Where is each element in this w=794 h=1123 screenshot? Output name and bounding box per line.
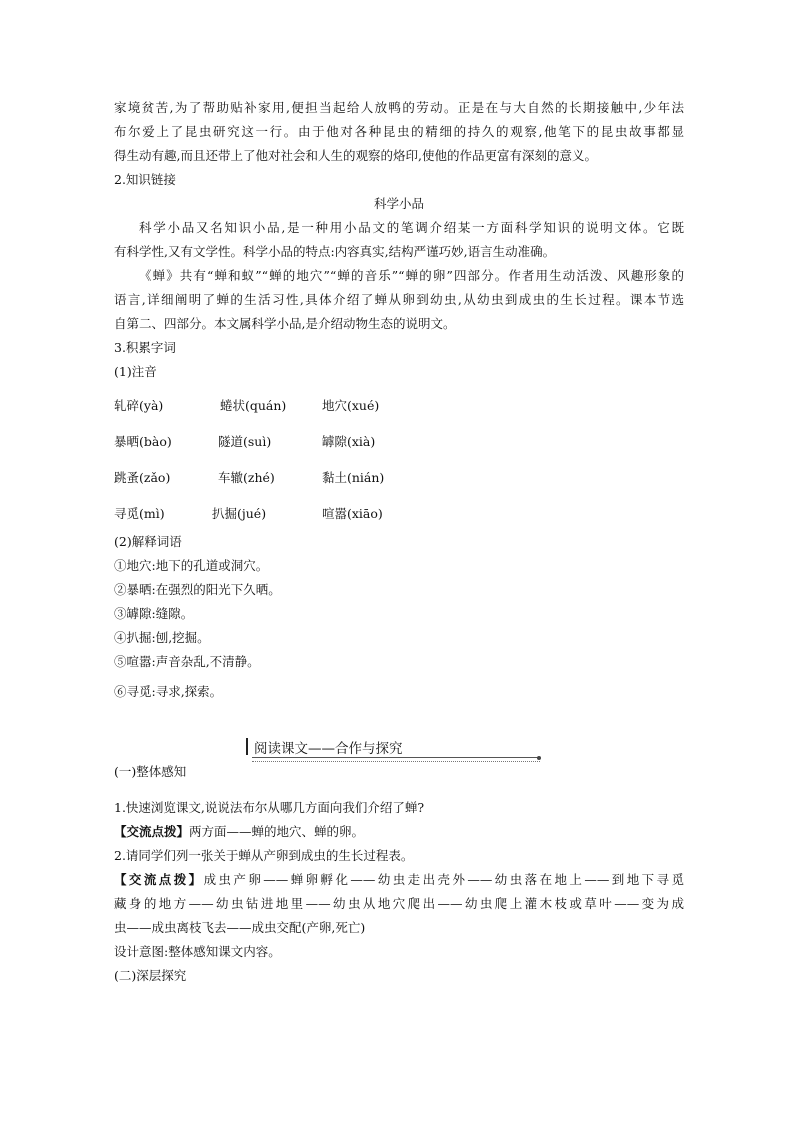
definition-item: ④扒掘:刨,挖掘。 xyxy=(114,630,210,645)
answer-2-line-2: 藏身的地方——幼虫钻进地里——幼虫从地穴爬出——幼虫爬上灌木枝或草叶——变为成 xyxy=(114,896,684,911)
intro-line-3: 得生动有趣,而且还带上了他对社会和人生的观察的烙印,使他的作品更富有深刻的意义。 xyxy=(114,148,597,163)
answer-2-line-1 xyxy=(114,872,684,888)
answer-label: 【交流点拨】 xyxy=(114,824,190,839)
pinyin-word: 寻觅(mì) xyxy=(114,506,165,521)
reading-part1-heading: (一)整体感知 xyxy=(114,764,187,779)
banner-underline xyxy=(252,757,540,762)
definition-item: ②暴晒:在强烈的阳光下久晒。 xyxy=(114,582,281,597)
knowledge-heading: 2.知识链接 xyxy=(114,172,176,187)
pinyin-word: 罅隙(xià) xyxy=(322,434,376,449)
definition-item: ⑥寻觅:寻求,探索。 xyxy=(114,684,223,699)
vocab-heading: 3.积累字词 xyxy=(114,340,176,355)
pinyin-word: 蜷状(quán) xyxy=(220,398,287,413)
definition-item: ⑤喧嚣:声音杂乱,不清静。 xyxy=(114,654,260,669)
pinyin-word: 地穴(xué) xyxy=(322,398,380,413)
knowledge-p2-line-1: 《蝉》共有“蝉和蚁”“蝉的地穴”“蝉的音乐”“蝉的卵”四部分。作者用生动活泼、风趣形象的 xyxy=(139,268,684,283)
pinyin-word: 跳蚤(zǎo) xyxy=(114,470,171,485)
pinyin-word: 喧嚣(xiāo) xyxy=(322,506,383,521)
pinyin-word: 暴晒(bào) xyxy=(114,434,172,449)
answer-1 xyxy=(114,824,364,840)
answer-2-line-3: 虫——成虫离枝飞去——成虫交配(产卵,死亡) xyxy=(114,920,366,935)
definition-item: ③罅隙:缝隙。 xyxy=(114,606,194,621)
question-2: 2.请同学们列一张关于蝉从产卵到成虫的生长过程表。 xyxy=(114,848,414,863)
definition-item: ①地穴:地下的孔道或洞穴。 xyxy=(114,558,269,573)
section-banner-title: 阅读课文——合作与探究 xyxy=(254,741,403,757)
vocab-pinyin-subheading: (1)注音 xyxy=(114,364,157,379)
knowledge-p2-line-2: 语言,详细阐明了蝉的生活习性,具体介绍了蝉从卵到幼虫,从幼虫到成虫的生长过程。课本节选 xyxy=(114,292,684,307)
pinyin-word: 隧道(suì) xyxy=(218,434,272,449)
answer-label: 【交流点拨】 xyxy=(114,872,204,887)
question-1: 1.快速浏览课文,说说法布尔从哪几方面向我们介绍了蝉? xyxy=(114,800,425,815)
intro-line-2: 布尔爱上了昆虫研究这一行。由于他对各种昆虫的精细的持久的观察,他笔下的昆虫故事都显 xyxy=(114,124,684,139)
vocab-definitions-subheading: (2)解释词语 xyxy=(114,534,182,549)
section-banner xyxy=(246,735,542,765)
knowledge-p1-line-2: 有科学性,又有文学性。科学小品的特点:内容真实,结构严谨巧妙,语言生动准确。 xyxy=(114,244,556,259)
answer-text: 两方面——蝉的地穴、蝉的卵。 xyxy=(189,824,365,839)
knowledge-p2-line-3: 自第二、四部分。本文属科学小品,是介绍动物生态的说明文。 xyxy=(114,316,456,331)
answer-text: 成虫产卵——蝉卵孵化——幼虫走出壳外——幼虫落在地上——到地下寻觅 xyxy=(203,872,684,887)
banner-left-bar xyxy=(246,738,248,755)
reading-part2-heading: (二)深层探究 xyxy=(114,968,187,983)
pinyin-word: 扒掘(jué) xyxy=(212,506,267,521)
intro-line-1: 家境贫苦,为了帮助贴补家用,便担当起给人放鸭的劳动。正是在与大自然的长期接触中,少年法 xyxy=(114,100,684,115)
knowledge-title: 科学小品 xyxy=(373,196,424,211)
knowledge-p1-line-1: 科学小品又名知识小品,是一种用小品文的笔调介绍某一方面科学知识的说明文体。它既 xyxy=(139,220,684,235)
pinyin-word: 黏土(nián) xyxy=(322,470,385,485)
design-intent: 设计意图:整体感知课文内容。 xyxy=(114,944,281,959)
pinyin-word: 轧碎(yà) xyxy=(114,398,164,413)
pinyin-word: 车辙(zhé) xyxy=(218,470,275,485)
banner-end-dot xyxy=(537,756,541,760)
